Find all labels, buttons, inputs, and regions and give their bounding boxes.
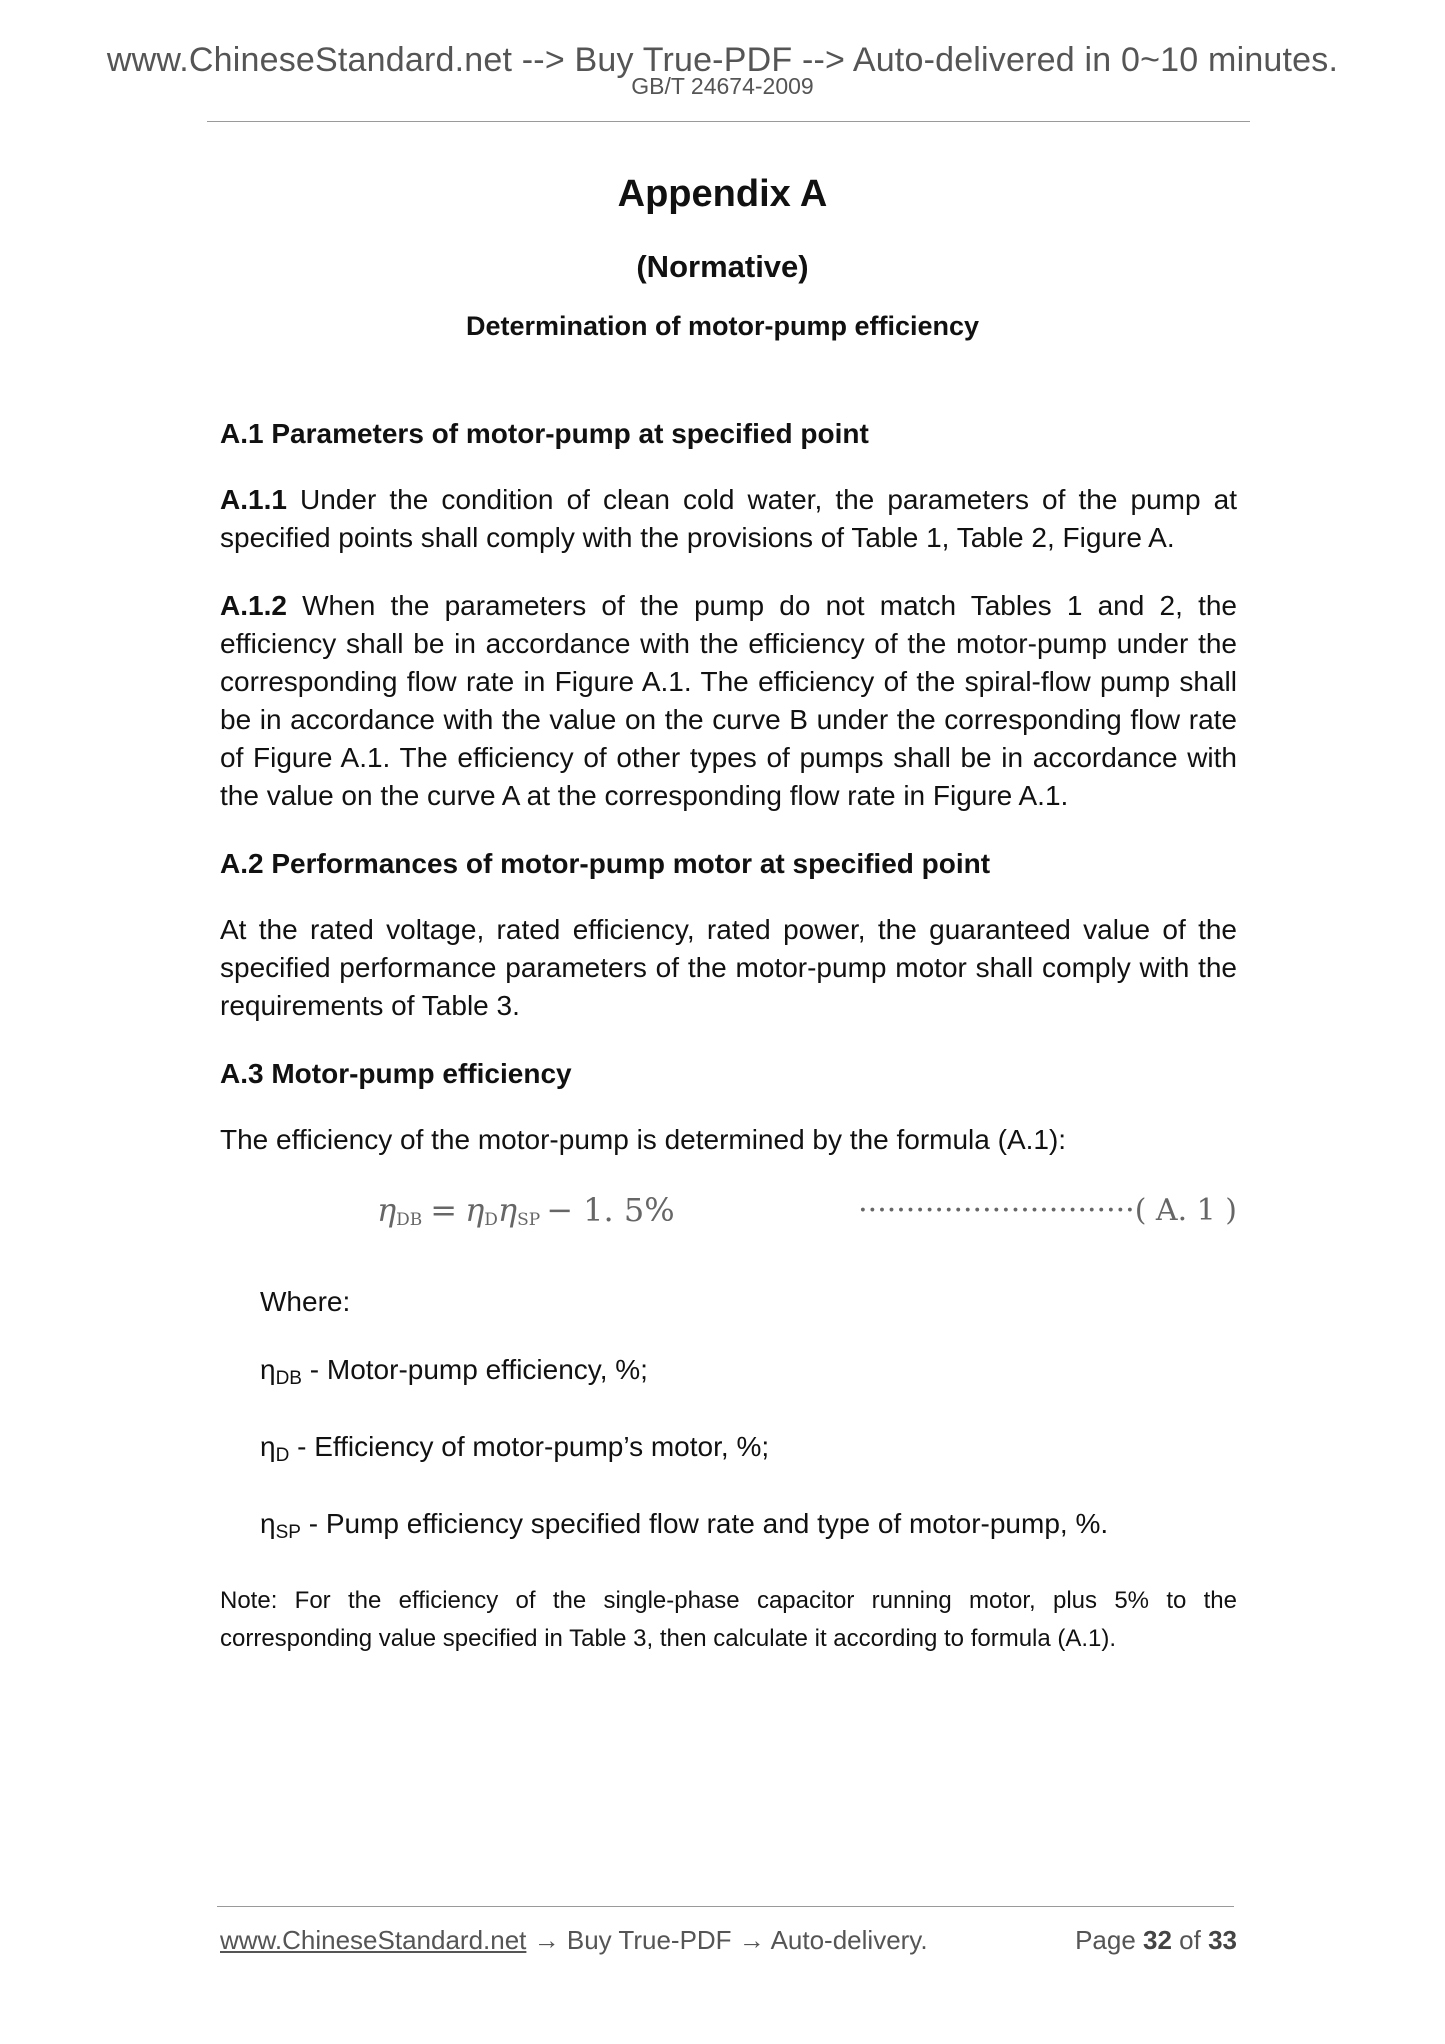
paragraph-a11 xyxy=(220,481,1237,557)
paragraph-a3: The efficiency of the motor-pump is determined by the formula (A.1): xyxy=(220,1124,1067,1155)
equation-number: ·····························( A. 1 ) xyxy=(858,1193,1237,1228)
standard-code: GB/T 24674-2009 xyxy=(631,73,814,99)
appendix-title: Appendix A xyxy=(617,173,828,215)
page-number: 32 xyxy=(1143,1925,1172,1955)
clause-number: A.1.1 xyxy=(220,484,287,515)
section-a1-heading: A.1 Parameters of motor-pump at specified point xyxy=(220,418,869,449)
clause-text: When the parameters of the pump do not match Tables 1 and 2, the efficiency shall be in accordance with the efficiency of the motor-pump under the corresponding flow rate in Figure A.1. The efficiency of the spiral-flow pump shall be in accordance with the value on the curve B under the corresponding flow rate of Figure A.1. The efficiency of other types of pumps shall be in accordance with the value on the curve A at the corresponding flow rate in Figure A.1. xyxy=(220,590,1237,811)
page-total: 33 xyxy=(1208,1925,1237,1955)
section-a3-heading: A.3 Motor-pump efficiency xyxy=(220,1058,572,1089)
footer xyxy=(220,1924,1237,1956)
document-body xyxy=(220,415,1237,1658)
clause-text: Under the condition of clean cold water, the parameters of the pump at specified points shall comply with the provisions of Table 1, Table 2, Figure A. xyxy=(220,484,1237,553)
appendix-type: (Normative) xyxy=(636,249,809,284)
formula-a1 xyxy=(220,1189,1237,1249)
page-indicator: Page 32 of 33 xyxy=(1075,1925,1237,1955)
section-a2-heading: A.2 Performances of motor-pump motor at specified point xyxy=(220,848,991,879)
paragraph-a2: At the rated voltage, rated efficiency, rated power, the guaranteed value of the specified performance parameters of the motor-pump motor shall comply with the requirements of Table 3. xyxy=(220,914,1237,1021)
footer-text: → Buy True-PDF → Auto-delivery. xyxy=(526,1925,928,1955)
note: Note: For the efficiency of the single-phase capacitor running motor, plus 5% to the corresponding value specified in Table 3, then calculate it according to formula (A.1). xyxy=(220,1587,1237,1652)
definition-item: ηD - Efficiency of motor-pump’s motor, %; xyxy=(260,1431,770,1466)
clause-number: A.1.2 xyxy=(220,590,287,621)
formula-expression: ηDB = ηDηSP − 1. 5% xyxy=(377,1191,675,1230)
appendix-subtitle: Determination of motor-pump efficiency xyxy=(465,311,980,341)
footer-link[interactable]: www.ChineseStandard.net xyxy=(220,1925,527,1955)
where-label: Where: xyxy=(260,1286,351,1317)
header-banner: www.ChineseStandard.net --> Buy True-PDF --> Auto-delivered in 0~10 minutes. xyxy=(106,41,1339,79)
definition-item: ηDB - Motor-pump efficiency, %; xyxy=(260,1354,648,1389)
paragraph-a12 xyxy=(220,587,1237,815)
definition-item: ηSP - Pump efficiency specified flow rate and type of motor-pump, %. xyxy=(260,1508,1109,1543)
footer-divider xyxy=(217,1906,1234,1907)
header-divider xyxy=(207,121,1250,122)
